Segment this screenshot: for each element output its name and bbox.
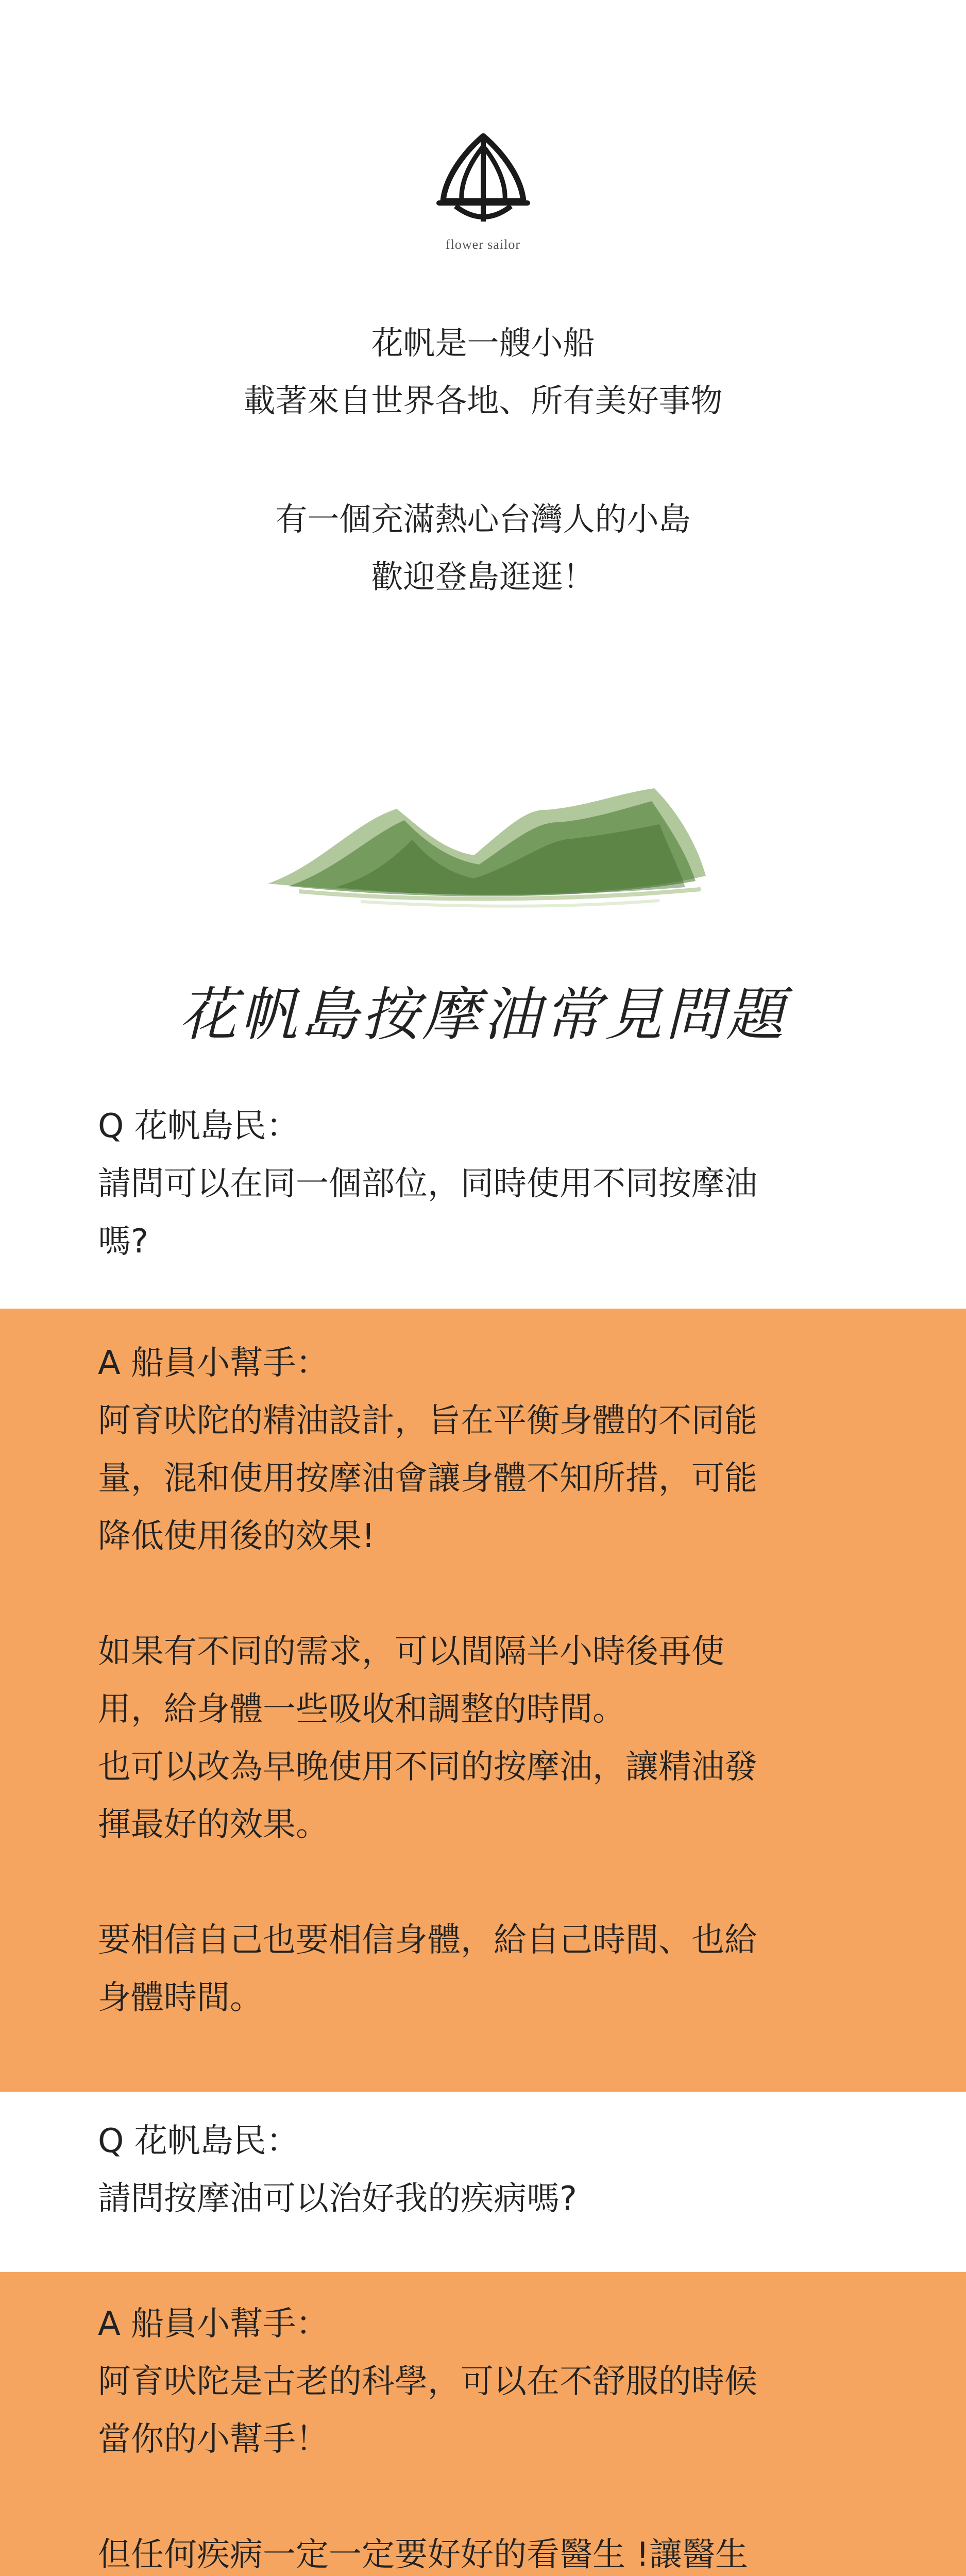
answer-text: 阿育吠陀是古老的科學，可以在不舒服的時候 [98, 2363, 757, 2401]
intro-line: 歡迎登島逛逛！ [371, 558, 595, 596]
answer-text: 降低使用後的效果! [98, 1517, 375, 1555]
answer-label: A 船員小幫手： [98, 1344, 329, 1382]
sailboat-flower-icon [432, 129, 535, 232]
answer-text: 量，混和使用按摩油會讓身體不知所措，可能 [98, 1460, 757, 1498]
logo-caption: flower sailor [445, 237, 521, 252]
intro-line: 花帆是一艘小船 [371, 324, 595, 362]
question-text: 嗎? [98, 1223, 148, 1261]
intro-line: 載著來自世界各地、所有美好事物 [243, 382, 723, 419]
answer-text: 身體時間。 [98, 1979, 263, 2017]
question-label: Q 花帆島民： [98, 1107, 299, 1145]
answer-text: 如果有不同的需求，可以間隔半小時後再使 [98, 1633, 724, 1671]
question-text: 請問可以在同一個部位，同時使用不同按摩油 [98, 1165, 757, 1203]
answer-block [0, 1309, 966, 2092]
question-block [0, 2092, 966, 2272]
answer-block [0, 2272, 966, 2576]
answer-text: 當你的小幫手！ [98, 2420, 329, 2459]
answer-text: 但任何疾病一定一定要好好的看醫生 !讓醫生 [98, 2536, 748, 2574]
answer-label: A 船員小幫手： [98, 2305, 329, 2343]
answer-text: 用，給身體一些吸收和調整的時間。 [98, 1690, 625, 1728]
question-text: 請問按摩油可以治好我的疾病嗎? [98, 2180, 577, 2218]
faq-title: 花帆島按摩油常見問題 [179, 981, 787, 1048]
brand-logo [0, 129, 966, 252]
question-block [0, 1077, 966, 1309]
answer-text: 揮最好的效果。 [98, 1806, 329, 1844]
intro-text [0, 314, 966, 606]
answer-text: 要相信自己也要相信身體，給自己時間、也給 [98, 1921, 757, 1959]
question-label: Q 花帆島民： [98, 2122, 299, 2160]
watercolor-mountain-icon [258, 773, 711, 943]
answer-text: 也可以改為早晚使用不同的按摩油，讓精油發 [98, 1748, 757, 1786]
answer-text: 阿育吠陀的精油設計，旨在平衡身體的不同能 [98, 1402, 757, 1440]
intro-line: 有一個充滿熱心台灣人的小島 [275, 500, 691, 538]
